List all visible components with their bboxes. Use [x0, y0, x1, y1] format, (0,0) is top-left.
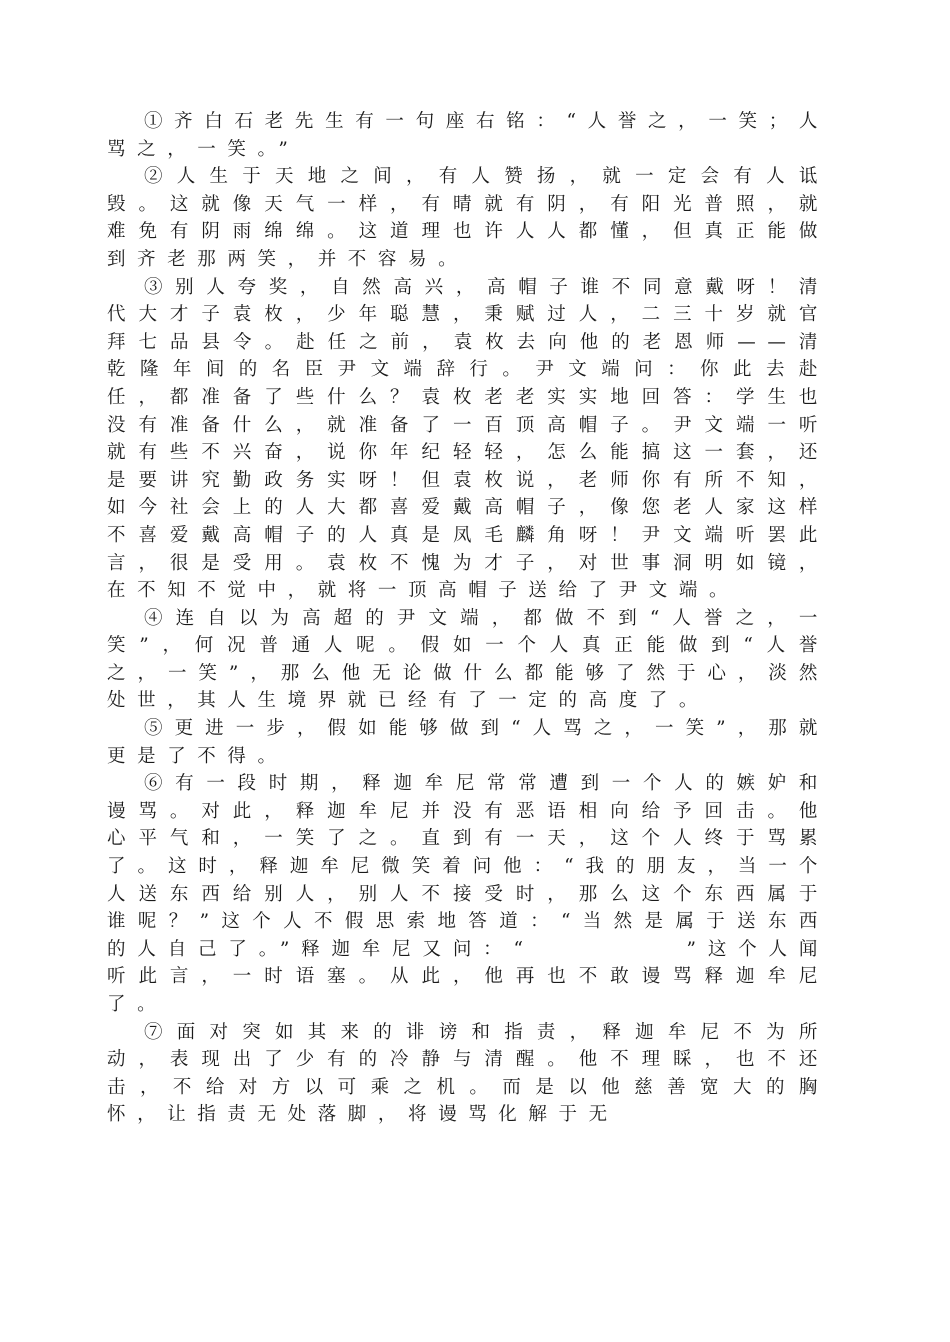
article-body	[107, 108, 829, 1129]
paragraph-2: ②人生于天地之间，有人赞扬，就一定会有人诋毁。这就像天气一样，有晴就有阴，有阳光普照，就难免有阴雨绵绵。这道理也许人人都懂，但真正能做到齐老那两笑，并不容易。	[107, 166, 829, 270]
paragraph-3: ③别人夸奖，自然高兴，高帽子谁不同意戴呀！清代大才子袁枚，少年聪慧，秉赋过人，二三十岁就官拜七品县令。赴任之前，袁枚去向他的老恩师——清乾隆年间的名臣尹文端辞行。尹文端问：你此去赴任，都准备了些什么？袁枚老老实实地回答：学生也没有准备什么，就准备了一百顶高帽子。尹文端一听就有些不兴奋，说你年纪轻轻，怎么能搞这一套，还是要讲究勤政务实呀！但袁枚说，老师你有所不知，如今社会上的人大都喜爱戴高帽子，像您老人家这样不喜爱戴高帽子的人真是凤毛麟角呀！尹文端听罢此言，很是受用。袁枚不愧为才子，对世事洞明如镜，在不知不觉中，就将一顶高帽子送给了尹文端。	[107, 276, 829, 602]
paragraph-5: ⑤更进一步，假如能够做到“人骂之，一笑”，那就更是了不得。	[107, 718, 829, 767]
paragraph-6: ⑥有一段时期，释迦牟尼常常遭到一个人的嫉妒和谩骂。对此，释迦牟尼并没有恶语相向给予回击。他心平气和，一笑了之。直到有一天，这个人终于骂累了。这时，释迦牟尼微笑着问他：“我的朋友，当一个人送东西给别人，别人不接受时，那么这个东西属于谁呢？”这个人不假思索地答道：“当然是属于送东西的人自己了。”释迦牟尼又问：“ ”这个人闻听此言，一时语塞。从此，他再也不敢谩骂释迦牟尼了。	[107, 773, 829, 1015]
paragraph-7: ⑦面对突如其来的诽谤和指责，释迦牟尼不为所动，表现出了少有的冷静与清醒。他不理睬，也不还击，不给对方以可乘之机。而是以他慈善宽大的胸怀，让指责无处落脚，将谩骂化解于无	[107, 1021, 829, 1126]
paragraph-1: ①齐白石老先生有一句座右铭：“人誉之，一笑；人骂之，一笑。”	[107, 111, 829, 160]
paragraph-4: ④连自以为高超的尹文端，都做不到“人誉之，一笑”，何况普通人呢。假如一个人真正能做到“人誉之，一笑”，那么他无论做什么都能够了然于心，淡然处世，其人生境界就已经有了一定的高度了。	[107, 607, 829, 712]
